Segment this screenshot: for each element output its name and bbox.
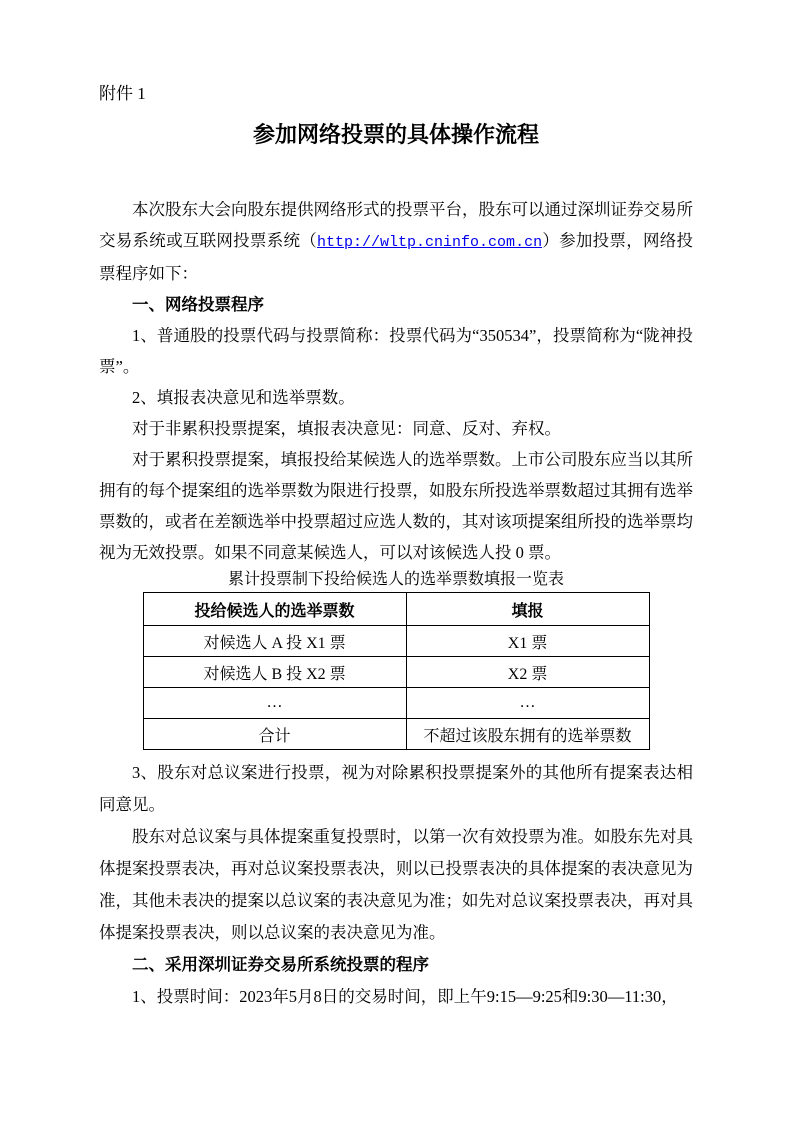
paragraph-non-cumulative: 对于非累积投票提案，填报表决意见：同意、反对、弃权。 [132, 419, 561, 438]
intro-paragraph [99, 194, 693, 289]
document-content [99, 0, 693, 1013]
paragraph-vote-time: 1、投票时间：2023年5月8日的交易时间，即上午9:15—9:25和9:30—11:30， [132, 987, 678, 1006]
table-cell-candidate-a: 对候选人 A 投 X1 票 [143, 626, 406, 657]
paragraph-cumulative: 对于累积投票提案，填报投给某候选人的选举票数。上市公司股东应当以其所拥有的每个提案组的选举票数为限进行投票，如股东所投选举票数超过其拥有选举票数的，或者在差额选举中投票超过应选人数的，其对该项提案组所投的选举票均视为无效投票。如果不同意某候选人，可以对该候选人投 0 票。 [99, 450, 693, 562]
table-row [143, 719, 649, 750]
table-cell-candidate-a-fill: X1 票 [406, 626, 649, 657]
intro-text-after-link: ）参加投票，网络投票程序如下： [99, 231, 694, 283]
table-cell-total-fill: 不超过该股东拥有的选举票数 [406, 719, 649, 750]
section-one-heading: 一、网络投票程序 [132, 295, 264, 314]
table-cell-ellipsis-fill: … [406, 688, 649, 719]
table-header-fill: 填报 [406, 593, 649, 626]
table-cell-candidate-b: 对候选人 B 投 X2 票 [143, 657, 406, 688]
voting-system-link[interactable]: http://wltp.cninfo.com.cn [317, 234, 543, 251]
intro-text-before-link: 本次股东大会向股东提供网络形式的投票平台，股东可以通过深圳证券交易所交易系统或互联网投票系统（ [99, 200, 693, 250]
section-two-heading: 二、采用深圳证券交易所系统投票的程序 [132, 955, 429, 974]
paragraph-fill-opinion: 2、填报表决意见和选举票数。 [132, 388, 355, 407]
table-header-votes: 投给候选人的选举票数 [143, 593, 406, 626]
attachment-label: 附件 1 [99, 84, 146, 103]
body-section-one [99, 194, 693, 568]
table-cell-ellipsis: … [143, 688, 406, 719]
paragraph-duplicate-vote-rule: 股东对总议案与具体提案重复投票时，以第一次有效投票为准。如股东先对具体提案投票表决，再对总议案投票表决，则以已投票表决的具体提案的表决意见为准，其他未表决的提案以总议案的表决意见为准；如先对总议案投票表决，再对具体提案投票表决，则以总议案的表决意见为准。 [99, 827, 693, 942]
paragraph-vote-code: 1、普通股的投票代码与投票简称：投票代码为“350534”，投票简称为“陇神投票”。 [99, 326, 693, 376]
cumulative-vote-table [143, 592, 650, 750]
table-header-row [143, 593, 649, 626]
page-title: 参加网络投票的具体操作流程 [252, 122, 539, 147]
table-row [143, 657, 649, 688]
body-section-after-table [99, 757, 693, 1013]
table-cell-candidate-b-fill: X2 票 [406, 657, 649, 688]
table-caption: 累计投票制下投给候选人的选举票数填报一览表 [227, 571, 564, 588]
table-row [143, 626, 649, 657]
paragraph-general-proposal: 3、股东对总议案进行投票，视为对除累积投票提案外的其他所有提案表达相同意见。 [99, 763, 693, 814]
table-row [143, 688, 649, 719]
table-cell-total: 合计 [143, 719, 406, 750]
